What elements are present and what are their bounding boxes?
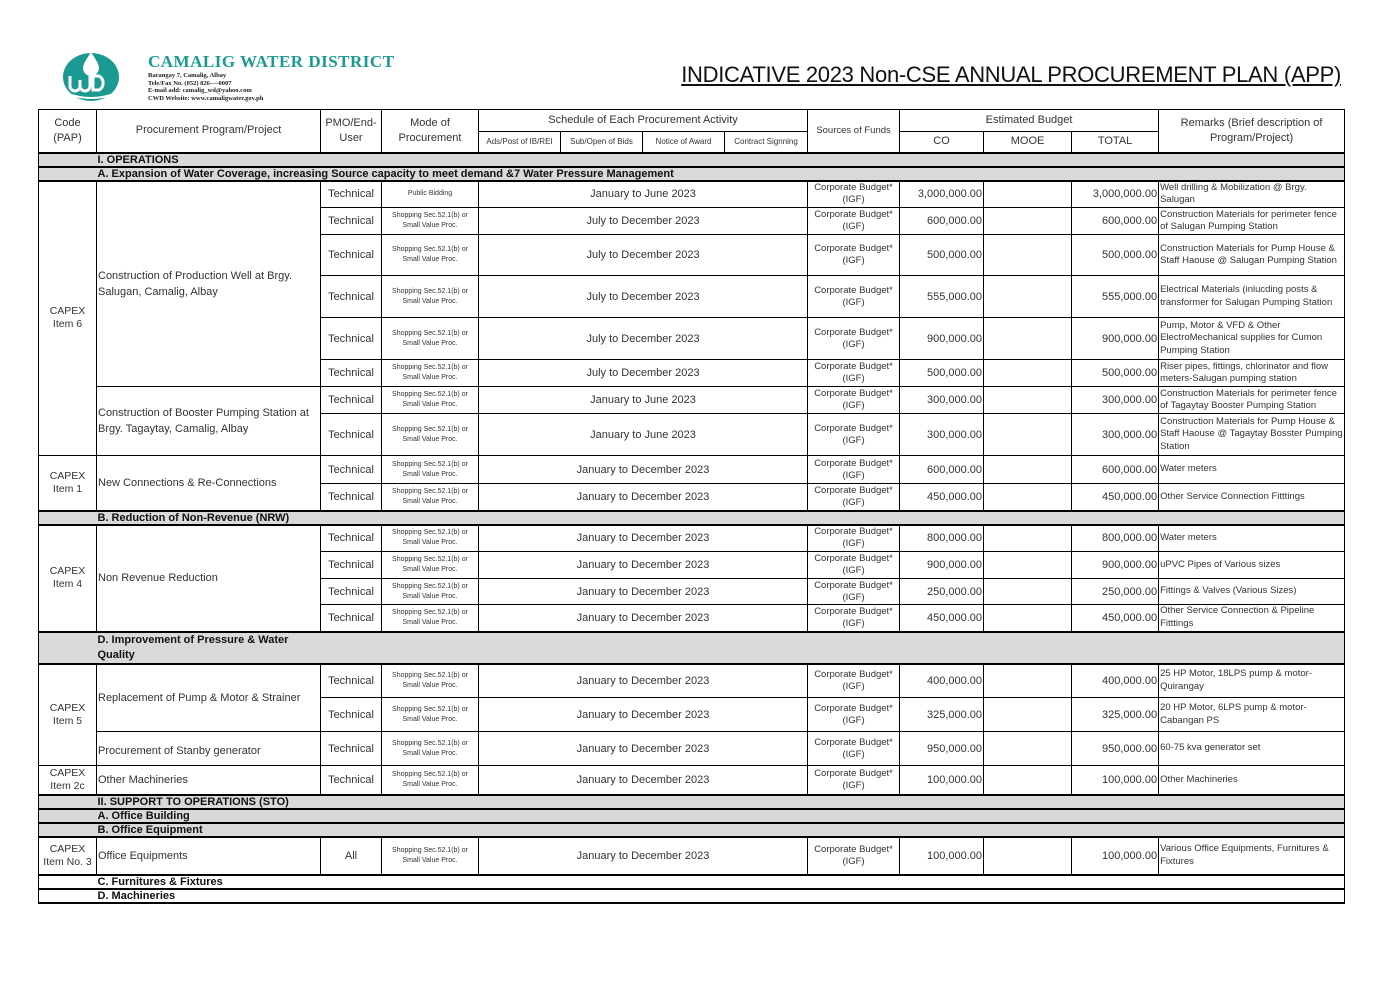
schedule-cell: July to December 2023 [479,235,808,276]
mode-cell: Shopping Sec.52.1(b) or Small Value Proc. [382,664,479,698]
schedule-cell: January to June 2023 [479,414,808,456]
mode-cell: Shopping Sec.52.1(b) or Small Value Proc. [382,605,479,632]
total-cell: 250,000.00 [1072,579,1159,605]
schedule-cell: January to December 2023 [479,456,808,484]
project-name: Construction of Booster Pumping Station at Brgy. Tagaytay, Camalig, Albay [97,387,321,456]
section-sto: II. SUPPORT TO OPERATIONS (STO) [97,795,1345,809]
pmo-cell: Technical [321,766,382,795]
remarks-cell: Other Service Connection & Pipeline Fitttings [1159,605,1345,632]
section-b: B. Reduction of Non-Revenue (NRW) [97,511,1345,525]
co-cell: 600,000.00 [900,456,984,484]
total-cell: 325,000.00 [1072,698,1159,732]
total-cell: 950,000.00 [1072,732,1159,766]
table-row [39,525,1345,552]
pmo-cell: Technical [321,276,382,318]
mode-cell: Shopping Sec.52.1(b) or Small Value Proc. [382,484,479,511]
cwd-logo [62,50,120,102]
co-cell: 300,000.00 [900,387,984,414]
table-row [39,837,1345,875]
col-program: Procurement Program/Project [97,110,321,153]
remarks-cell: Construction Materials for perimeter fence of Salugan Pumping Station [1159,208,1345,235]
project-name: Office Equipments [97,837,321,875]
total-cell: 400,000.00 [1072,664,1159,698]
col-total: TOTAL [1072,132,1159,153]
schedule-cell: July to December 2023 [479,208,808,235]
pmo-cell: Technical [321,181,382,208]
col-pmo: PMO/End-User [321,110,382,153]
co-cell: 250,000.00 [900,579,984,605]
org-address: Barangay 7, Camalig, Albay [148,72,227,79]
source-cell: Corporate Budget*(IGF) [808,235,900,276]
org-header [148,52,395,102]
project-name: Non Revenue Reduction [97,525,321,632]
pmo-cell: All [321,837,382,875]
total-cell: 450,000.00 [1072,605,1159,632]
col-budget: Estimated Budget [900,110,1159,132]
col-notice: Notice of Award [643,132,725,153]
co-cell: 500,000.00 [900,235,984,276]
source-cell: Corporate Budget*(IGF) [808,605,900,632]
section-sto-a: A. Office Building [97,809,1345,823]
section-sto-c: C. Furnitures & Fixtures [97,875,1345,889]
section-operations: I. OPERATIONS [97,153,1345,167]
source-cell: Corporate Budget*(IGF) [808,525,900,552]
pmo-cell: Technical [321,732,382,766]
col-sub: Sub/Open of Bids [561,132,643,153]
pmo-cell: Technical [321,605,382,632]
capex-code: CAPEX Item 5 [39,664,97,766]
pmo-cell: Technical [321,318,382,360]
total-cell: 900,000.00 [1072,318,1159,360]
mode-cell: Shopping Sec.52.1(b) or Small Value Proc. [382,698,479,732]
schedule-cell: July to December 2023 [479,318,808,360]
mode-cell: Shopping Sec.52.1(b) or Small Value Proc. [382,837,479,875]
remarks-cell: Electrical Materials (inlucding posts & transformer for Salugan Pumping Station [1159,276,1345,318]
pmo-cell: Technical [321,360,382,387]
col-mode: Mode of Procurement [382,110,479,153]
remarks-cell: Water meters [1159,456,1345,484]
source-cell: Corporate Budget*(IGF) [808,484,900,511]
pmo-cell: Technical [321,387,382,414]
schedule-cell: July to December 2023 [479,360,808,387]
co-cell: 450,000.00 [900,605,984,632]
pmo-cell: Technical [321,235,382,276]
total-cell: 100,000.00 [1072,837,1159,875]
total-cell: 300,000.00 [1072,414,1159,456]
project-name: Procurement of Stanby generator [97,732,321,766]
remarks-cell: Construction Materials for Pump House & Staff Haouse @ Salugan Pumping Station [1159,235,1345,276]
total-cell: 300,000.00 [1072,387,1159,414]
source-cell: Corporate Budget*(IGF) [808,414,900,456]
project-name: Construction of Production Well at Brgy. Salugan, Camalig, Albay [97,181,321,387]
pmo-cell: Technical [321,552,382,579]
total-cell: 600,000.00 [1072,456,1159,484]
co-cell: 3,000,000.00 [900,181,984,208]
co-cell: 600,000.00 [900,208,984,235]
table-row [39,387,1345,414]
remarks-cell: Other Service Connection Fitttings [1159,484,1345,511]
pmo-cell: Technical [321,484,382,511]
document-title: INDICATIVE 2023 Non-CSE ANNUAL PROCUREMENT PLAN (APP) [681,62,1341,87]
mode-cell: Shopping Sec.52.1(b) or Small Value Proc. [382,525,479,552]
schedule-cell: January to December 2023 [479,766,808,795]
mode-cell: Shopping Sec.52.1(b) or Small Value Proc. [382,208,479,235]
mode-cell: Public Bidding [382,181,479,208]
mode-cell: Shopping Sec.52.1(b) or Small Value Proc. [382,732,479,766]
co-cell: 500,000.00 [900,360,984,387]
pmo-cell: Technical [321,664,382,698]
table-row [39,766,1345,795]
table-row [39,664,1345,698]
pmo-cell: Technical [321,208,382,235]
schedule-cell: January to December 2023 [479,732,808,766]
schedule-cell: January to December 2023 [479,605,808,632]
capex-code: CAPEX Item No. 3 [39,837,97,875]
capex-code: CAPEX Item 4 [39,525,97,632]
mode-cell: Shopping Sec.52.1(b) or Small Value Proc. [382,414,479,456]
source-cell: Corporate Budget*(IGF) [808,698,900,732]
mode-cell: Shopping Sec.52.1(b) or Small Value Proc. [382,387,479,414]
col-contract: Contract Signning [725,132,808,153]
section-d-label: D. Improvement of Pressure & Water Quality [97,633,289,661]
remarks-cell: 25 HP Motor, 18LPS pump & motor-Quirangay [1159,664,1345,698]
section-sto-b: B. Office Equipment [97,823,1345,837]
source-cell: Corporate Budget*(IGF) [808,318,900,360]
mode-cell: Shopping Sec.52.1(b) or Small Value Proc. [382,552,479,579]
remarks-cell: Pump, Motor & VFD & Other ElectroMechanical supplies for Cumon Pumping Station [1159,318,1345,360]
source-cell: Corporate Budget*(IGF) [808,664,900,698]
total-cell: 100,000.00 [1072,766,1159,795]
remarks-cell: Various Office Equipments, Furnitures & Fixtures [1159,837,1345,875]
co-cell: 555,000.00 [900,276,984,318]
mode-cell: Shopping Sec.52.1(b) or Small Value Proc. [382,766,479,795]
source-cell: Corporate Budget*(IGF) [808,276,900,318]
schedule-cell: January to December 2023 [479,664,808,698]
project-name: Replacement of Pump & Motor & Strainer [97,664,321,732]
mode-cell: Shopping Sec.52.1(b) or Small Value Proc. [382,579,479,605]
col-code: Code (PAP) [39,110,97,153]
capex-code: CAPEX Item 6 [39,181,97,456]
schedule-cell: January to December 2023 [479,837,808,875]
col-sources: Sources of Funds [808,110,900,153]
org-name: CAMALIG WATER DISTRICT [148,52,395,71]
co-cell: 400,000.00 [900,664,984,698]
remarks-cell: Well drilling & Mobilization @ Brgy. Salugan [1159,181,1345,208]
mode-cell: Shopping Sec.52.1(b) or Small Value Proc. [382,276,479,318]
schedule-cell: January to June 2023 [479,387,808,414]
mode-cell: Shopping Sec.52.1(b) or Small Value Proc. [382,318,479,360]
remarks-cell: Water meters [1159,525,1345,552]
co-cell: 900,000.00 [900,552,984,579]
table-row [39,181,1345,208]
schedule-cell: January to December 2023 [479,698,808,732]
org-website: CWD Website: www.camaligwater.gov.ph [148,94,264,102]
source-cell: Corporate Budget*(IGF) [808,579,900,605]
source-cell: Corporate Budget*(IGF) [808,208,900,235]
col-mooe: MOOE [984,132,1072,153]
co-cell: 300,000.00 [900,414,984,456]
remarks-cell: 60-75 kva generator set [1159,732,1345,766]
org-email: E-mail add: camalig_wd@yahoo.com [148,87,252,95]
col-co: CO [900,132,984,153]
co-cell: 100,000.00 [900,766,984,795]
remarks-cell: Fittings & Valves (Various Sizes) [1159,579,1345,605]
source-cell: Corporate Budget*(IGF) [808,387,900,414]
table-row [39,732,1345,766]
total-cell: 555,000.00 [1072,276,1159,318]
source-cell: Corporate Budget*(IGF) [808,732,900,766]
total-cell: 500,000.00 [1072,235,1159,276]
mode-cell: Shopping Sec.52.1(b) or Small Value Proc. [382,360,479,387]
project-name: Other Machineries [97,766,321,795]
total-cell: 500,000.00 [1072,360,1159,387]
org-phone: Tele/Fax No. (052) 826----0007 [148,79,232,87]
pmo-cell: Technical [321,414,382,456]
total-cell: 900,000.00 [1072,552,1159,579]
col-ads: Ads/Post of IB/REI [479,132,561,153]
remarks-cell: Construction Materials for perimeter fence of Tagaytay Booster Pumping Station [1159,387,1345,414]
source-cell: Corporate Budget*(IGF) [808,360,900,387]
schedule-cell: January to December 2023 [479,579,808,605]
schedule-cell: July to December 2023 [479,276,808,318]
source-cell: Corporate Budget*(IGF) [808,456,900,484]
source-cell: Corporate Budget*(IGF) [808,837,900,875]
capex-code: CAPEX Item 2c [39,766,97,795]
source-cell: Corporate Budget*(IGF) [808,766,900,795]
section-d [97,632,1345,664]
co-cell: 950,000.00 [900,732,984,766]
project-name: New Connections & Re-Connections [97,456,321,511]
total-cell: 450,000.00 [1072,484,1159,511]
remarks-cell: 20 HP Motor, 6LPS pump & motor-Cabangan PS [1159,698,1345,732]
total-cell: 600,000.00 [1072,208,1159,235]
pmo-cell: Technical [321,698,382,732]
schedule-cell: January to June 2023 [479,181,808,208]
total-cell: 800,000.00 [1072,525,1159,552]
schedule-cell: January to December 2023 [479,484,808,511]
mode-cell: Shopping Sec.52.1(b) or Small Value Proc. [382,235,479,276]
co-cell: 450,000.00 [900,484,984,511]
co-cell: 800,000.00 [900,525,984,552]
pmo-cell: Technical [321,525,382,552]
table-row [39,456,1345,484]
co-cell: 100,000.00 [900,837,984,875]
col-remarks: Remarks (Brief description of Program/Project) [1159,110,1345,153]
co-cell: 900,000.00 [900,318,984,360]
mode-cell: Shopping Sec.52.1(b) or Small Value Proc. [382,456,479,484]
total-cell: 3,000,000.00 [1072,181,1159,208]
procurement-table [38,109,1345,904]
schedule-cell: January to December 2023 [479,552,808,579]
source-cell: Corporate Budget*(IGF) [808,181,900,208]
remarks-cell: Construction Materials for Pump House & Staff Haouse @ Tagaytay Bosster Pumping Station [1159,414,1345,456]
remarks-cell: Riser pipes, fittings, chlorinator and flow meters-Salugan pumping station [1159,360,1345,387]
capex-code: CAPEX Item 1 [39,456,97,511]
pmo-cell: Technical [321,579,382,605]
co-cell: 325,000.00 [900,698,984,732]
pmo-cell: Technical [321,456,382,484]
section-sto-d: D. Machineries [97,889,1345,903]
remarks-cell: uPVC Pipes of Various sizes [1159,552,1345,579]
col-schedule: Schedule of Each Procurement Activity [479,110,808,132]
schedule-cell: January to December 2023 [479,525,808,552]
source-cell: Corporate Budget*(IGF) [808,552,900,579]
remarks-cell: Other Machineries [1159,766,1345,795]
section-a: A. Expansion of Water Coverage, increasing Source capacity to meet demand &7 Water Pressure Management [97,167,1345,181]
